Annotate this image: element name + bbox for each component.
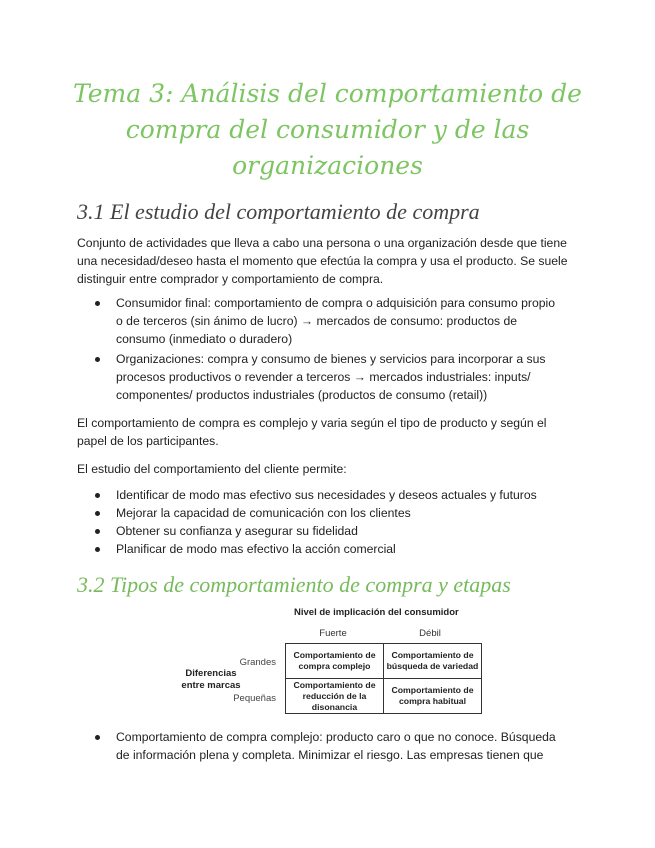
document-title: Tema 3: Análisis del comportamiento de compra del consumidor y de las organizaciones bbox=[73, 79, 582, 180]
matrix-cell: Comportamiento de compra complejo bbox=[286, 644, 384, 679]
list-item: Comportamiento de compra complejo: producto caro o que no conoce. Búsqueda de información plena y completa. Minimizar el riesgo. Las empresas tienen que bbox=[77, 728, 557, 764]
matrix-column-header: Débil bbox=[419, 628, 441, 639]
section-1-intro: Conjunto de actividades que lleva a cabo una persona o una organización desde que tiene una necesidad/deseo hasta el momento que efectúa la compra y usa el producto. Se suele distinguir entre comprador y comportamiento de compra. bbox=[77, 236, 568, 286]
behaviour-matrix bbox=[170, 601, 490, 721]
list-item: Identificar de modo mas efectivo sus necesidades y deseos actuales y futuros bbox=[77, 486, 557, 504]
section-2-bullet-list bbox=[77, 728, 557, 764]
section-1-paragraph: El comportamiento de compra es complejo y varia según el tipo de producto y según el papel de los participantes. bbox=[77, 416, 547, 448]
matrix-cell: Comportamiento de búsqueda de variedad bbox=[384, 644, 482, 679]
list-item: Planificar de modo mas efectivo la acción comercial bbox=[77, 540, 557, 558]
section-1-heading: 3.1 El estudio del comportamiento de compra bbox=[77, 199, 480, 224]
list-item: Consumidor final: comportamiento de compra o adquisición para consumo propio o de terceros (sin ánimo de lucro) → mercados de consumo: productos de consumo (inmediato o duradero) bbox=[77, 294, 557, 348]
section-2-heading: 3.2 Tipos de comportamiento de compra y etapas bbox=[77, 572, 511, 597]
matrix-row bbox=[286, 679, 482, 714]
matrix-row bbox=[286, 644, 482, 679]
matrix-cell: Comportamiento de compra habitual bbox=[384, 679, 482, 714]
matrix-cell: Comportamiento de reducción de la disonancia bbox=[286, 679, 384, 714]
list-item: Mejorar la capacidad de comunicación con los clientes bbox=[77, 504, 557, 522]
section-1-benefits-list bbox=[77, 486, 557, 558]
matrix-row-header: Pequeñas bbox=[233, 693, 276, 704]
matrix-column-header: Fuerte bbox=[319, 628, 347, 639]
matrix-title: Nivel de implicación del consumidor bbox=[294, 607, 459, 618]
matrix-row-group-label: Diferencias entre marcas bbox=[181, 668, 241, 691]
section-1-bullet-list bbox=[77, 294, 557, 404]
matrix-table bbox=[285, 643, 482, 714]
section-1-paragraph: El estudio del comportamiento del cliente permite: bbox=[77, 462, 347, 476]
matrix-row-header: Grandes bbox=[239, 657, 276, 668]
list-item: Obtener su confianza y asegurar su fidelidad bbox=[77, 522, 557, 540]
list-item: Organizaciones: compra y consumo de bienes y servicios para incorporar a sus procesos productivos o revender a terceros → mercados industriales: inputs/ componentes/ productos industriales (productos de consumo (retail)) bbox=[77, 350, 557, 404]
